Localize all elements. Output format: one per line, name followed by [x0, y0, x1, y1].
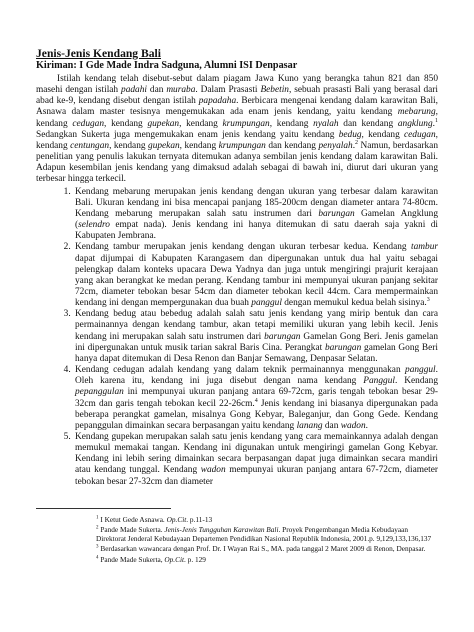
italic-term: selendro [78, 220, 110, 231]
footnote [36, 525, 438, 543]
text-run: mempunyai ukuran panjang antara 67-72cm, diameter tebokan besar 27-32cm dan diameter [75, 465, 438, 487]
text-run: , sebuah prasasti Bali yang berasal dari abad ke-9, kendang disebut dengan istilah [36, 85, 438, 107]
text-run: dapat dijumpai di Kabupaten Karangasem dan dipergunakan untuk dua hal yaitu sebagai pelengkap dalam konteks upacara Dewa Yadnya dan juga untuk mengiringi prajurit kerajaan yang akan berangkat ke medan perang. Kendang tambur ini mempunyai ukuran panjang sekitar 72cm, diameter tebokan besar 54cm dan diameter tebokan kecil 44cm. Cara mempermainkan kendang ini dengan mempergunakan dua buah [75, 253, 438, 309]
text-run: Pande Made Sukerta, [98, 554, 165, 564]
text-run: Namun, berdasarkan penelitian yang penulis lakukan ternyata ditemukan adanya sembilan jenis kendang dalam karawitan Bali. Adapun kesembilan jenis kendang yang dimaksud adalah sebagai di bawah ini, diurut dari ukuran yang terbesar hingga terkecil. [36, 140, 438, 185]
text-run: , kendang [179, 118, 223, 129]
italic-term: lanang [296, 420, 323, 431]
text-run: dan kendang [265, 140, 319, 151]
italic-term: krumpungan [218, 140, 266, 151]
text-run: dan [322, 420, 341, 431]
text-run: Jenis kendang ini biasanya dipergunakan pada beberapa perangkat gamelan, misalnya Gong Kebyar, Baleganjur, dan Gong Gede. Kendang pepanggulan dimainkan secara berpasangan yaitu kendang [75, 398, 439, 431]
text-run: Pande Made Sukerta. [98, 524, 165, 534]
italic-term: pepanggulan [75, 387, 124, 398]
list-item [73, 242, 438, 309]
italic-term: cedugan [72, 118, 105, 129]
text-run: dan kendang [338, 118, 398, 129]
footnote-number: 2 [96, 525, 99, 531]
text-run: , kendang [36, 107, 438, 129]
list-item [73, 309, 438, 365]
italic-term: gupekan [148, 140, 180, 151]
italic-term: barungan [318, 208, 355, 219]
footnote [36, 515, 438, 524]
text-run: empat nada). Jenis kendang ini hanya ditemukan di satu daerah saja yakni di Kabupaten Jembrana. [75, 220, 438, 242]
text-run: . [432, 118, 435, 129]
text-run: . Berbicara mengenai kendang dalam karawitan Bali, Asnawa dalam master tesisnya mengemukakan ada enam jenis kendang, yaitu kendang [36, 96, 438, 118]
italic-term: penyalah [318, 140, 353, 151]
footnote-divider [36, 508, 171, 509]
italic-term: Jenis-Jenis Tungguhan Karawitan Bali [164, 524, 279, 534]
text-run: . Proyek Pengembangan Media Kebudayaan Direktorat Jenderal Kebudayaan Departemen Pendidikan Nasional Republik Indonesia, 2001.p. 9,129,133,136,137 [96, 524, 432, 544]
italic-term: centungan [70, 140, 110, 151]
text-run: . Oleh karena itu, kendang ini juga disebut dengan nama kendang [75, 365, 438, 387]
text-run: . Dalam Prasasti [195, 85, 261, 96]
text-run: , kendang [104, 118, 148, 129]
footnote-number: 4 [96, 555, 99, 561]
italic-term: panggul [405, 365, 436, 376]
footnote-ref: 3 [426, 297, 430, 304]
footnote-ref: 1 [434, 117, 438, 124]
italic-term: Op.Cit [166, 514, 187, 524]
text-run: Istilah kendang telah disebut-sebut dalam piagam Jawa Kuno yang berangka tahun 821 dan 850 masehi dengan istilah [36, 74, 438, 96]
page-title: Jenis-Jenis Kendang Bali [36, 47, 161, 60]
footnote [36, 555, 438, 564]
italic-term: Op.Cit [164, 554, 185, 564]
text-run: , kendang [179, 140, 219, 151]
italic-term: papadaha [198, 96, 237, 107]
text-run: Gamelan Angklung ( [75, 208, 438, 231]
footnote [36, 544, 438, 553]
text-run: ini mempunyai ukuran panjang antara 69-72cm, garis tengah tebokan besar 29-32cm dan garis tengah tebokan kecil 22-26cm. [75, 387, 438, 409]
footnote-ref: 4 [254, 397, 258, 404]
article-body [36, 74, 438, 488]
text-run: Kendang tambur merupakan jenis kendang dengan ukuran terbesar kedua. Kendang [75, 242, 411, 253]
text-run: I Ketut Gede Asnawa. [98, 514, 167, 524]
intro-paragraph [36, 74, 438, 186]
text-run: dengan memukul kedua belah sisinya. [281, 298, 427, 309]
italic-term: angklung [397, 118, 433, 129]
text-run: Kendang gupekan merupakan salah satu jenis kendang yang cara memainkannya adalah dengan memukul memakai tangan. Kendang ini digunakan untuk mengiringi gamelan Gong Kebyar. Kendang ini lebih sering dimainkan secara berpasangan dapat juga dimainkan secara mandiri atau kendang tunggal. Kendang [75, 432, 438, 476]
text-run: gamelan Gong Beri hanya dapat ditemukan di Desa Renon dan Banjar Semawang, Denpasar Selatan. [75, 342, 438, 364]
text-run: . [352, 140, 356, 151]
text-run: . [365, 420, 368, 431]
italic-term: Bebetin [260, 85, 289, 96]
footnote-ref: 2 [355, 139, 359, 146]
italic-term: padahi [121, 85, 147, 96]
italic-term: nyalah [313, 118, 339, 129]
kendang-list [36, 187, 438, 488]
author-line: Kiriman: I Gde Made Indra Sadguna, Alumni ISI Denpasar [36, 60, 298, 71]
text-run: Berdasarkan wawancara dengan Prof. Dr. I Wayan Rai S., MA. pada tanggal 2 Maret 2009 di Renon, Denpasar. [98, 544, 426, 554]
footnote-number: 3 [96, 544, 99, 550]
list-item [73, 365, 438, 432]
italic-term: panggul [251, 298, 282, 309]
italic-term: tambur [411, 242, 438, 253]
text-run: , kendang [361, 129, 404, 140]
text-run: Kendang cedugan adalah kendang yang dalam teknik permainannya menggunakan [75, 365, 406, 376]
text-run: dan [147, 85, 167, 96]
text-run: Kendang mebarung merupakan jenis kendang dengan ukuran yang terbesar dalam karawitan Bali. Ukuran kendang ini bisa mencapai panjang 185-200cm dengan diameter antara 74-80cm. Kendang mebarung merupakan salah satu instrumen dari [75, 186, 438, 219]
text-run: , kendang [109, 140, 149, 151]
text-run: Sedangkan Sukerta juga mengemukakan enam jenis kendang yaitu kendang [36, 129, 339, 140]
italic-term: krumpungan [222, 118, 270, 129]
text-run: Gamelan Gong Beri. Jenis gamelan ini dipergunakan untuk musik tarian sakral Baris Cina. Perangkat [75, 331, 438, 353]
italic-term: wadon [200, 465, 226, 476]
text-run: . p. 129 [184, 554, 206, 564]
italic-term: bedug [338, 129, 362, 140]
text-run: , kendang [269, 118, 314, 129]
italic-term: barungan [324, 342, 362, 353]
text-run: Kendang bedug atau bebedug adalah salah satu jenis kendang yang mirip bentuk dan cara permainannya dengan kendang tambur, akan tetapi memiliki ukuran yang lebih kecil. Jenis kendang ini merupakan salah satu instrumen dari [75, 309, 438, 342]
italic-term: cedugan [404, 129, 436, 140]
list-item [73, 187, 438, 243]
italic-term: Panggul [363, 376, 395, 387]
italic-term: wadon [340, 420, 366, 431]
text-run: . p.11-13 [186, 514, 213, 524]
text-run: , kendang [36, 129, 438, 151]
italic-term: mebarung [397, 107, 436, 118]
list-item [73, 432, 438, 488]
italic-term: barungan [264, 331, 301, 342]
italic-term: gupekan [147, 118, 180, 129]
italic-term: muraba [166, 85, 196, 96]
text-run: . Kendang [394, 376, 438, 387]
footnotes [36, 515, 438, 564]
footnote-number: 1 [96, 515, 99, 521]
